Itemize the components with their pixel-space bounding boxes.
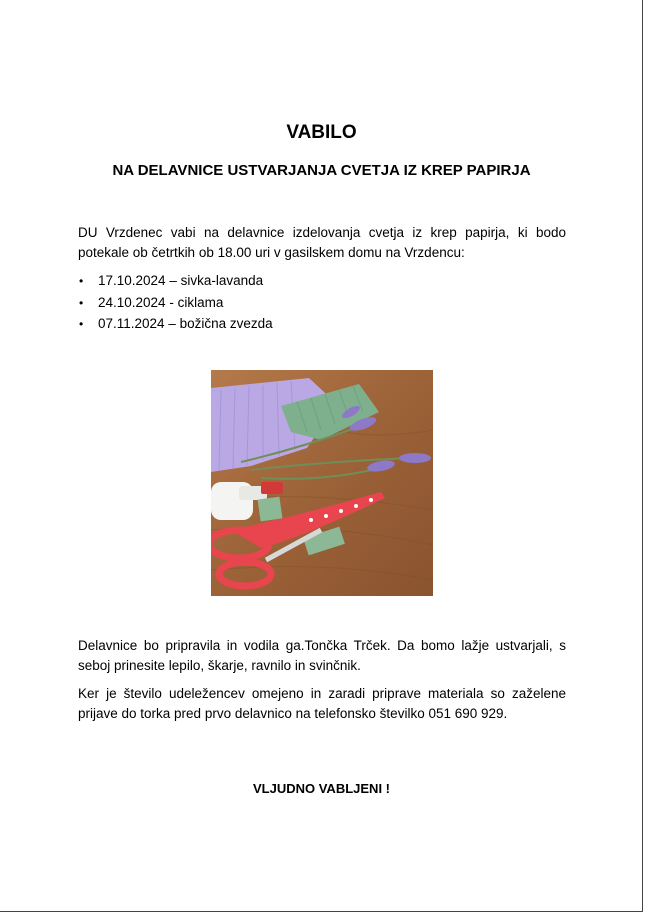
- list-item: [78, 314, 273, 336]
- list-item: [78, 271, 273, 293]
- intro-paragraph: DU Vrzdenec vabi na delavnice izdelovanja cvetja iz krep papirja, ki bodo potekale ob četrtkih ob 18.00 uri v gasilskem domu na Vrzdencu:: [78, 225, 566, 260]
- workshop-date: 24.10.2024: [98, 294, 166, 310]
- workshop-date: 07.11.2024: [98, 316, 165, 331]
- workshop-separator: –: [165, 273, 181, 288]
- bullet-icon: •: [79, 317, 84, 331]
- workshop-list: [78, 271, 273, 336]
- instructor-paragraph: Delavnice bo pripravila in vodila ga.Tončka Trček. Da bomo lažje ustvarjali, s seboj prinesite lepilo, škarje, ravnilo in svinčnik.: [78, 638, 566, 673]
- workshop-topic: ciklama: [177, 294, 224, 310]
- workshop-separator: –: [164, 316, 180, 331]
- bullet-icon: •: [79, 295, 84, 310]
- bullet-icon: •: [79, 274, 84, 288]
- workshop-topic: sivka-lavanda: [180, 273, 264, 288]
- closing-line: VLJUDNO VABLJENI !: [253, 781, 390, 796]
- registration-paragraph: Ker je število udeležencev omejeno in zaradi priprave materiala so zaželene prijave do torka pred prvo delavnico na telefonsko številko 051 690 929.: [78, 686, 566, 721]
- workshop-separator: -: [165, 294, 178, 310]
- document-subtitle: NA DELAVNICE USTVARJANJA CVETJA IZ KREP PAPIRJA: [112, 162, 531, 179]
- workshop-date: 17.10.2024: [98, 273, 166, 288]
- list-item: [78, 293, 273, 315]
- document-title: VABILO: [286, 122, 357, 143]
- crepe-paper-photo: [211, 370, 433, 596]
- workshop-topic: božična zvezda: [179, 316, 273, 331]
